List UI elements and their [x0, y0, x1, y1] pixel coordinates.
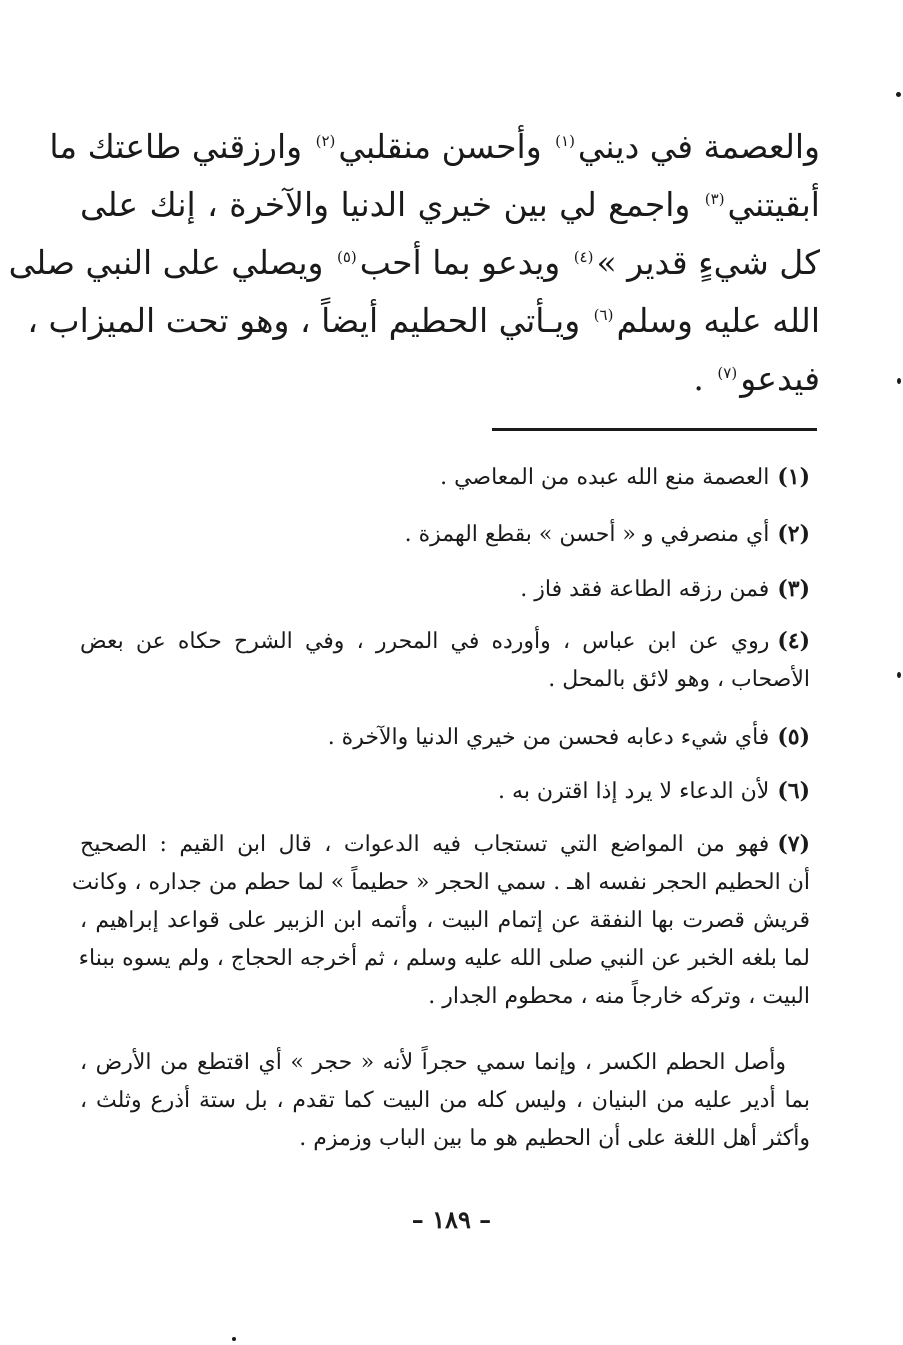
footnote-number: (٣): [777, 576, 810, 602]
footnote-1: (١)العصمة منع الله عبده من المعاصي .: [440, 464, 810, 490]
main-text-line-4: الله عليه وسلم$^{(٦)}$ ويـأتي الحطيم أيضاً ، وهو تحت الميزاب ،: [27, 301, 820, 340]
footnote-number: (٧): [777, 831, 810, 857]
footnote-7-continued: وأصل الحطم الكسر ، وإنما سمي حجراً لأنه « حجر » أي اقتطع من الأرض ، بما أدير عليه من البنيان ، وليس كله من البيت كما تقدم ، بل ستة أذرع وثلث ، وأكثر أهل اللغة على أن الحطيم هو ما بين الباب وزمزم .: [80, 1050, 810, 1151]
footnote-ref-7[interactable]: (٧): [717, 364, 738, 382]
main-text-line-5: فيدعو$^{(٧)}$ .: [693, 359, 820, 398]
main-text-line-3: كل شيءٍ قدير »$^{(٤)}$ ويدعو بما أحب$^{(٥)}$ ويصلي على النبي صلى: [8, 243, 820, 282]
footnote-number: (٥): [777, 724, 810, 750]
footnote-number: (١): [777, 464, 810, 490]
footnote-number: (٢): [777, 521, 810, 547]
scan-speck: [897, 378, 901, 384]
footnote-7: (٧)فهو من المواضع التي تستجاب فيه الدعوات ، قال ابن القيم : الصحيح أن الحطيم الحجر نفسه اهـ . سمي الحجر « حطيماً » لما حطم من جداره ، وكانت قريش قصرت بها النفقة عن إتمام البيت ، وأتمه ابن الزبير على قواعد إبراهيم ، لما بلغه الخبر عن النبي صلى الله عليه وسلم ، ثم أخرجه الحجاج ، ولم يسوه ببناء البيت ، وتركه خارجاً منه ، محطوم الجدار .: [71, 831, 810, 1009]
footnote-ref-2[interactable]: (٢): [315, 132, 336, 150]
footnote-ref-5[interactable]: (٥): [336, 248, 357, 266]
footnote-3: (٣)فمن رزقه الطاعة فقد فاز .: [520, 576, 810, 602]
footnote-separator: [492, 428, 817, 431]
scan-speck: [896, 92, 901, 97]
footnote-ref-3[interactable]: (٣): [704, 190, 725, 208]
footnote-number: (٦): [777, 778, 810, 804]
footnote-6: (٦)لأن الدعاء لا يرد إذا اقترن به .: [498, 778, 810, 804]
page-number: – ١٨٩ –: [411, 1205, 492, 1234]
footnote-ref-4[interactable]: (٤): [573, 248, 594, 266]
main-text-line-2: أبقيتني$^{(٣)}$ واجمع لي بين خيري الدنيا والآخرة ، إنك على: [80, 185, 820, 224]
footnote-5: (٥)فأي شيء دعابه فحسن من خيري الدنيا والآخرة .: [327, 724, 810, 750]
scan-speck: [897, 672, 901, 678]
footnote-number: (٤): [777, 628, 810, 654]
footnote-ref-1[interactable]: (١): [555, 132, 575, 150]
footnote-4: (٤)روي عن ابن عباس ، وأورده في المحرر ، وفي الشرح حكاه عن بعض الأصحاب ، وهو لائق بالمحل .: [80, 628, 810, 692]
footnote-2: (٢)أي منصرفي و « أحسن » بقطع الهمزة .: [404, 521, 810, 547]
main-text-line-1: والعصمة في ديني$^{(١)}$ وأحسن منقلبي$^{(٢)}$ وارزقني طاعتك ما: [49, 127, 820, 166]
scan-speck: [232, 1337, 236, 1341]
footnote-ref-6[interactable]: (٦): [593, 306, 614, 324]
